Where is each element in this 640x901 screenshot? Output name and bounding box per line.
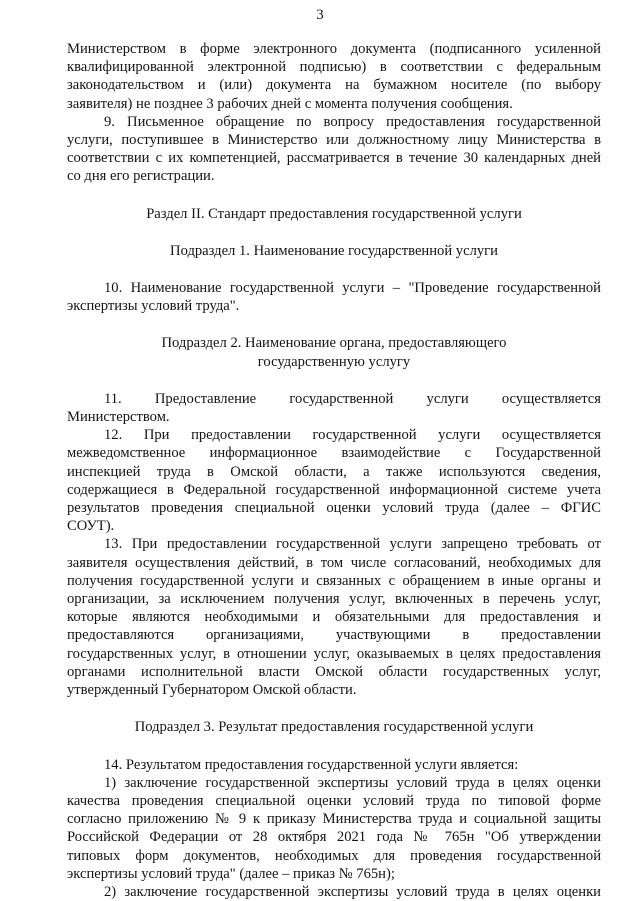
text-line: услуги, поступившее в Министерство или должностному лицу Министерства в <box>67 132 601 149</box>
subsection-title <box>67 334 601 370</box>
text-line: которые являются необходимыми и обязательными для предоставления и <box>67 609 601 626</box>
paragraph-13 <box>67 535 601 699</box>
text-line: законодательством и (или) документа на бумажном носителе (по выбору <box>67 77 601 94</box>
paragraph-14 <box>67 756 601 774</box>
text-line: 14. Результатом предоставления государственной услуги является: <box>104 756 519 773</box>
section-title: Раздел II. Стандарт предоставления государственной услуги <box>146 205 522 222</box>
text-line: государственную услугу <box>257 353 411 370</box>
paragraph-14-item-1 <box>67 774 601 883</box>
text-line: государственных услуг, в отношении услуг, оказываемых в целях предоставления <box>67 645 601 662</box>
text-line: экспертизы условий труда" (далее – приказ № 765н); <box>67 865 395 882</box>
text-line: 2) заключение государственной экспертизы условий труда в целях оценки <box>104 883 601 900</box>
text-line: 11. Предоставление государственной услуги осуществляется <box>104 390 601 407</box>
text-line: межведомственное информационное взаимодействие с Государственной <box>67 445 601 462</box>
text-line: согласно приложению № 9 к приказу Министерства труда и социальной защиты <box>67 811 601 828</box>
text-line: Российской Федерации от 28 октября 2021 года № 765н "Об утверждении <box>67 829 601 846</box>
text-line: со дня его регистрации. <box>67 168 215 185</box>
text-line: предоставляются организациями, участвующими в предоставлении <box>67 627 601 644</box>
text-line: заявителя) не позднее 3 рабочих дней с момента получения сообщения. <box>67 95 513 112</box>
text-line: типовых форм документов, необходимых для проведения государственной <box>67 847 601 864</box>
subsection-title: Подраздел 3. Результат предоставления государственной услуги <box>134 719 534 736</box>
text-line: Подраздел 2. Наименование органа, предоставляющего <box>161 335 507 352</box>
text-line: содержащиеся в Федеральной государственной информационной системе учета <box>67 481 601 498</box>
text-line: соответствии с их компетенцией, рассматривается в течение 30 календарных дней <box>67 150 601 167</box>
document-body <box>67 40 601 901</box>
text-line: квалифицированной электронной подписью) в соответствии с федеральным <box>67 59 601 76</box>
text-line: заявителя осуществления действий, в том числе согласований, необходимых для <box>67 554 601 571</box>
paragraph-9 <box>67 113 601 186</box>
paragraph-continuation <box>67 40 601 113</box>
text-line: инспекцией труда в Омской области, а также используются сведения, <box>67 463 601 480</box>
text-line: 12. При предоставлении государственной услуги осуществляется <box>104 427 601 444</box>
text-line: утвержденный Губернатором Омской области. <box>67 682 357 699</box>
text-line: СОУТ). <box>67 518 115 535</box>
paragraph-12 <box>67 426 601 535</box>
text-line: 9. Письменное обращение по вопросу предоставления государственной <box>104 113 601 130</box>
paragraph-11 <box>67 390 601 426</box>
text-line: органами исполнительной власти Омской области государственных услуг, <box>67 663 601 680</box>
subsection-title: Подраздел 1. Наименование государственной услуги <box>170 242 498 259</box>
text-line: получения государственной услуги и связанных с обращением в иные органы и <box>67 572 601 589</box>
text-line: 13. При предоставлении государственной услуги запрещено требовать от <box>104 536 601 553</box>
paragraph-10 <box>67 279 601 315</box>
text-line: Министерством в форме электронного документа (подписанного усиленной <box>67 41 601 57</box>
text-line: экспертизы условий труда". <box>67 298 240 315</box>
text-line: 10. Наименование государственной услуги – "Проведение государственной <box>104 280 601 297</box>
page-number: 3 <box>316 7 324 23</box>
text-line: Министерством. <box>67 409 170 426</box>
text-line: 1) заключение государственной экспертизы условий труда в целях оценки <box>104 774 601 791</box>
text-line: качества проведения специальной оценки условий труда по типовой форме <box>67 792 601 809</box>
text-line: организации, за исключением получения услуг, включенных в перечень услуг, <box>67 591 601 608</box>
text-line: результатов проведения специальной оценки условий труда (далее – ФГИС <box>67 500 601 517</box>
